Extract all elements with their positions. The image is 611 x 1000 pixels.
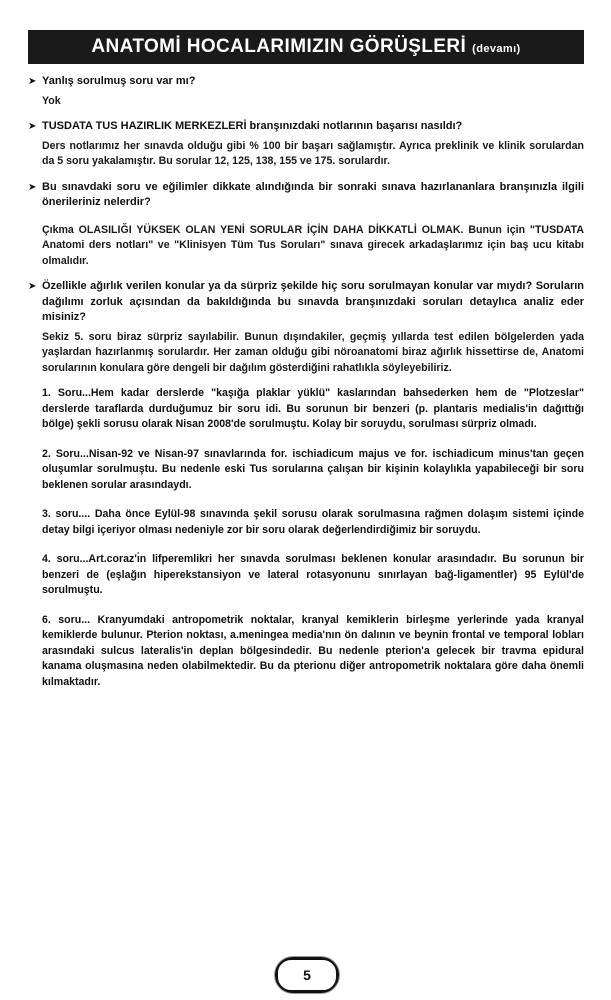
paragraph: 3. soru.... Daha önce Eylül-98 sınavında şekil sorusu olarak sorulmasına rağmen dolaşım sistemi içinde detay bilgi içeriyor olması nedeniyle zor bir soru olarak değerlendirdiğimiz bir soruydu. xyxy=(42,508,584,536)
paragraph: 6. soru... Kranyumdaki antropometrik noktalar, kranyal kemiklerin birleşme yerlerinde yada kranyal kemiklerde bulunur. Pterion noktası, a.meningea media'nın ön dalının ve beynin frontal ve temporal lobları arasındaki sulcus lateralis'in deplan bölgesindedir. Bu nedenle pterion'a gelecek bir travma epidural kanama oluşmasına neden olabilmektedir. Bu da pterionu diğer antropometrik noktalara göre daha önemli kılmaktadır. xyxy=(42,613,584,688)
content-body xyxy=(28,74,584,704)
header-subtitle: (devamı) xyxy=(472,43,521,55)
answer: Çıkma OLASILIĞI YÜKSEK OLAN YENİ SORULAR İÇİN DAHA DİKKATLİ OLMAK. Bunun için "TUSDATA Anatomi ders notları" ve "Klinisyen Tüm Tus Soruları" sınava girecek arkadaşlarımız için baş ucu kitabı olmalıdır. xyxy=(42,223,584,267)
page-header xyxy=(28,30,584,64)
paragraph: 2. Soru...Nisan-92 ve Nisan-97 sınavlarında for. ischiadicum majus ve for. ischiadicum minus'tan geçen oluşumlar sorulmuştu. Bu nedenle eski Tus sorularına çalışan bir kişinin kolaylıkla yapabileceği bir soru beklenen sorular arasındaydı. xyxy=(42,447,584,491)
bullet-arrow-icon: ➤ xyxy=(28,76,37,87)
answer: Yok xyxy=(42,94,61,107)
bullet-arrow-icon: ➤ xyxy=(28,121,37,132)
header-title: ANATOMİ HOCALARIMIZIN GÖRÜŞLERİ xyxy=(91,36,467,57)
bullet-arrow-icon: ➤ xyxy=(28,281,37,292)
paragraph: 1. Soru...Hem kadar derslerde "kaşığa plaklar yüklü" kaslarından bahsederken hem de "Plotzeslar" derslerde taraflarda durduğumuz bir soru idi. Bu sorunun bir benzeri (p. plantaris medialis'in dağıttığı bölge) şekli sorusu olarak Nisan 2008'de sorulmuştu. Kolay bir soruydu, sorulması sürpriz olmadı. xyxy=(42,387,584,430)
question: ➤ Yanlış sorulmuş soru var mı? xyxy=(28,74,584,90)
question: ➤ Özellikle ağırlık verilen konular ya da sürpriz şekilde hiç soru sorulmayan konular var mıydı? Soruların dağılımı zorluk açısından da bakıldığında bu sınavda branşınızdaki soruları detaylıca analiz eder misiniz? xyxy=(28,280,584,323)
answer: Ders notlarımız her sınavda olduğu gibi % 100 bir başarı sağlamıştır. Ayrıca preklinik ve klinik sorulardan da 5 soru yakalamıştır. Bu sorular 12, 125, 138, 155 ve 175. sorulardır. xyxy=(42,139,584,167)
page-number: 5 xyxy=(275,957,339,993)
bullet-arrow-icon: ➤ xyxy=(28,181,37,193)
question: ➤ Bu sınavdaki soru ve eğilimler dikkate alındığında bir sonraki sınava hazırlananlara branşınızla ilgili önerileriniz nelerdir? xyxy=(28,180,584,208)
question: ➤ TUSDATA TUS HAZIRLIK MERKEZLERİ branşınızdaki notlarının başarısı nasıldı? xyxy=(28,119,584,135)
paragraph: 4. soru...Art.coraz'ı̇n lifperemlikri her sınavda sorulması beklenen konular arasındadır. Bu sorunun bir benzeri de (eşlağın hiperekstansiyon ve lateral rotasyonunu sınırlayan bağ-ligamentler) 95 Eylül'de sorulmuştu. xyxy=(42,553,584,596)
answer: Sekiz 5. soru biraz sürpriz sayılabilir. Bunun dışındakiler, geçmiş yıllarda test edilen bölgelerden yada yaşlardan hazırlanmış sorulardır. Her zaman olduğu gibi nöroanatomi biraz ağırlık hissettirse de, Anatomi sorularının konulara göre dengeli bir dağılım gösterdiğini rahatlıkla söyleyebiliriz. xyxy=(42,330,584,374)
